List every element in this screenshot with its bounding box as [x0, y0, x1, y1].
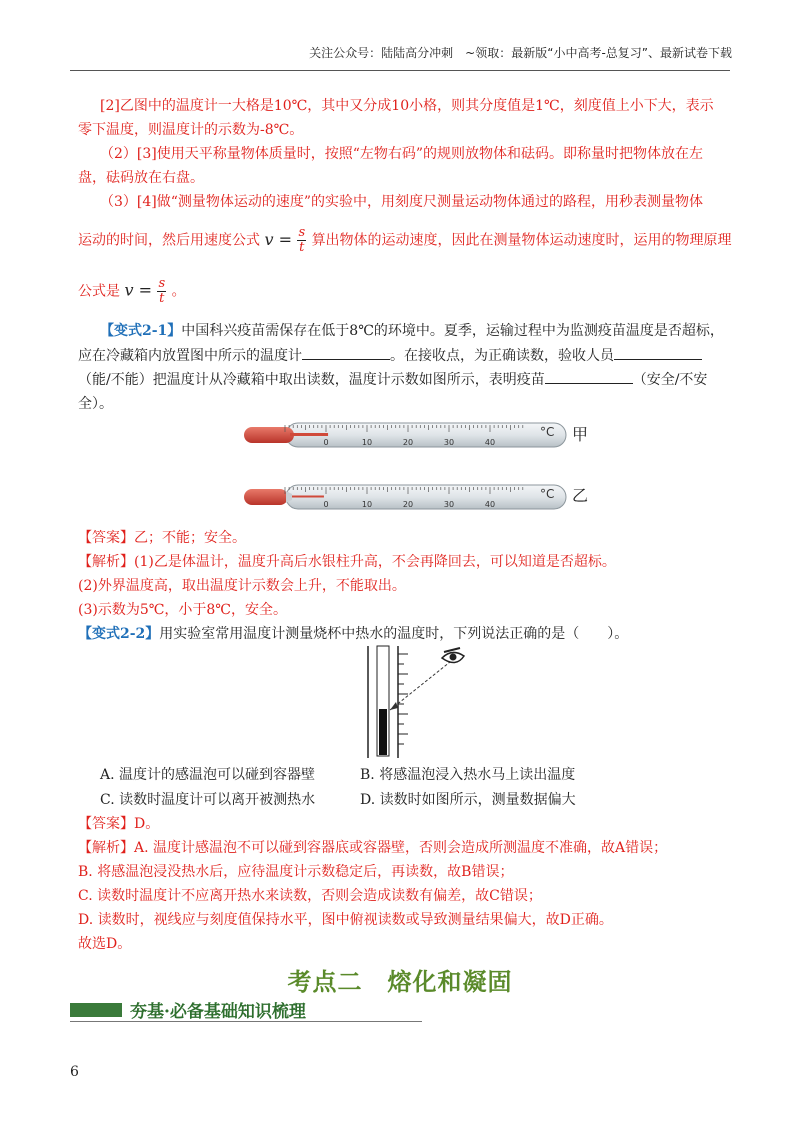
answer-blank-2 [614, 347, 702, 360]
mercury-column-yi [292, 496, 324, 498]
q22-tag: 【变式2-2】 [78, 626, 160, 642]
q21-line3 [78, 370, 707, 390]
thermometer-jia-svg [240, 418, 600, 452]
section-title: 考点二 熔化和凝固 [287, 968, 513, 996]
thermometer-yi-svg [240, 480, 600, 514]
explain-p3-line2-b: 算出物体的运动速度，因此在测量物体运动速度时，运用的物理原理 [311, 232, 732, 249]
q22-analysis-2: B. 将感温泡浸没热水后，应待温度计示数稳定后，再读数，故B错误； [78, 864, 514, 880]
formula-t-2: t [159, 291, 165, 306]
q21-analysis-3: (3)示数为5℃，小于8℃，安全。 [78, 602, 287, 618]
option-a: A. 温度计的感温泡可以碰到容器壁 [100, 767, 316, 783]
q22-analysis-4: D. 读数时，视线应与刻度值保持水平，图中俯视读数或导致测量结果偏大，故D正确。 [78, 912, 613, 928]
sight-line [390, 662, 450, 710]
q22-analysis-1-text: A. 温度计感温泡不可以碰到容器底或容器壁，否则会造成所测温度不准确，故A错误； [134, 840, 668, 856]
q21-tag: 【变式2-1】 [100, 323, 182, 339]
option-c: C. 读数时温度计可以离开被测热水 [100, 792, 316, 808]
q21-analysis-2: (2)外界温度高，取出温度计示数会上升，不能取出。 [78, 578, 406, 594]
scale-tick-label: 20 [402, 500, 414, 509]
q22-analysis-tag: 【解析】 [78, 840, 134, 856]
answer-blank-1 [302, 347, 390, 360]
scale-tick-label: 20 [402, 438, 414, 447]
q21-answer: 【答案】乙；不能；安全。 [78, 530, 246, 546]
formula-v-2: v = [124, 280, 152, 300]
sight-arrow [390, 702, 398, 710]
option-b: B. 将感温泡浸入热水马上读出温度 [360, 767, 576, 783]
q21-line3-b: （安全/不安 [632, 372, 708, 388]
option-d: D. 读数时如图所示，测量数据偏大 [360, 792, 576, 808]
scale-tick-label: 30 [443, 500, 455, 509]
q22-conclusion: 故选D。 [78, 936, 132, 952]
explain-p3-line3-b: 。 [171, 283, 186, 300]
thermometer-liquid [379, 709, 387, 755]
scale-tick-label: 0 [323, 500, 329, 509]
label-jia: 甲 [572, 425, 589, 444]
thermometer-jia [240, 418, 600, 456]
explain-p2-line2: 盘，砝码放在右盘。 [78, 170, 204, 186]
section-rule [70, 1021, 422, 1022]
section-bar [70, 1003, 122, 1017]
scale-tick-label: 10 [361, 438, 373, 447]
answer-blank-3 [545, 371, 633, 384]
q21-line2-b: 。在接收点，为正确读数，验收人员 [390, 348, 614, 364]
celsius-unit-jia: °C [540, 425, 555, 439]
scale-tick-label: 10 [361, 500, 373, 509]
q21-line3-a: （能/不能）把温度计从冷藏箱中取出读数，温度计示数如图所示，表明疫苗 [78, 372, 545, 388]
scale-tick-label: 30 [443, 438, 455, 447]
thermometer-yi [240, 480, 600, 518]
formula-v: v = [264, 229, 292, 249]
scale-tick-label: 0 [323, 438, 329, 447]
mercury-column-jia [290, 433, 328, 436]
explain-p1-line2: 零下温度，则温度计的示数为-8℃。 [78, 122, 304, 138]
q22-analysis-3: C. 读数时温度计不应离开热水来读数，否则会造成读数有偏差，故C错误； [78, 888, 542, 904]
q22-analysis-1 [78, 838, 667, 858]
explain-p3-line2-a: 运动的时间，然后用速度公式 [78, 232, 260, 249]
q21-line4: 全）。 [78, 396, 113, 412]
page-header: 关注公众号：陆陆高分冲刺 ~领取：最新版“小中高考-总复习”、最新试卷下载 [309, 46, 732, 60]
formula-fraction [297, 226, 306, 255]
explain-p3-line3-a: 公式是 [78, 283, 120, 300]
beaker-diagram-svg [360, 644, 480, 760]
velocity-formula [264, 225, 311, 255]
q22-answer: 【答案】D。 [78, 816, 160, 832]
eye-icon [442, 648, 464, 663]
explain-p3-line3 [78, 277, 186, 306]
explain-p2-line1: （2）[3]使用天平称量物体质量时，按照“左物右码”的规则放物体和砝码。即称量时把物体放在左 [100, 146, 704, 162]
celsius-unit-yi: °C [540, 487, 555, 501]
q21-line1 [100, 321, 724, 341]
q21-analysis-1-text: (1)乙是体温计，温度升高后水银柱升高，不会再降回去，可以知道是否超标。 [134, 554, 616, 570]
q21-line2-a: 应在冷藏箱内放置图中所示的温度计 [78, 348, 302, 364]
explain-p3-line2 [78, 226, 732, 255]
explain-p1-line1: [2]乙图中的温度计一大格是10℃，其中又分成10小格，则其分度值是1℃，刻度值上小下大，表示 [100, 98, 714, 114]
formula-s-2: s [158, 276, 166, 291]
explain-p3-line1: （3）[4]做“测量物体运动的速度”的实验中，用刻度尺测量运动物体通过的路程，用秒表测量物体 [100, 194, 704, 210]
section-subtitle: 夯基·必备基础知识梳理 [130, 1002, 306, 1022]
formula-fraction-2 [157, 277, 166, 306]
q22-stem [78, 624, 628, 644]
formula-t: t [299, 240, 305, 255]
q21-line1-text: 中国科兴疫苗需保存在低于8℃的环境中。夏季，运输过程中为监测疫苗温度是否超标， [181, 323, 724, 339]
scale-tick-label: 40 [484, 500, 496, 509]
q21-analysis-tag: 【解析】 [78, 554, 134, 570]
header-rule [70, 70, 730, 71]
page-number: 6 [70, 1064, 79, 1080]
q21-analysis-1 [78, 552, 616, 572]
label-yi: 乙 [572, 486, 589, 505]
q21-line2 [78, 346, 702, 366]
scale-tick-label: 40 [484, 438, 496, 447]
beaker-thermometer-diagram [360, 644, 480, 764]
formula-s: s [298, 225, 306, 240]
q22-stem-text: 用实验室常用温度计测量烧杯中热水的温度时，下列说法正确的是（ ）。 [159, 626, 629, 642]
